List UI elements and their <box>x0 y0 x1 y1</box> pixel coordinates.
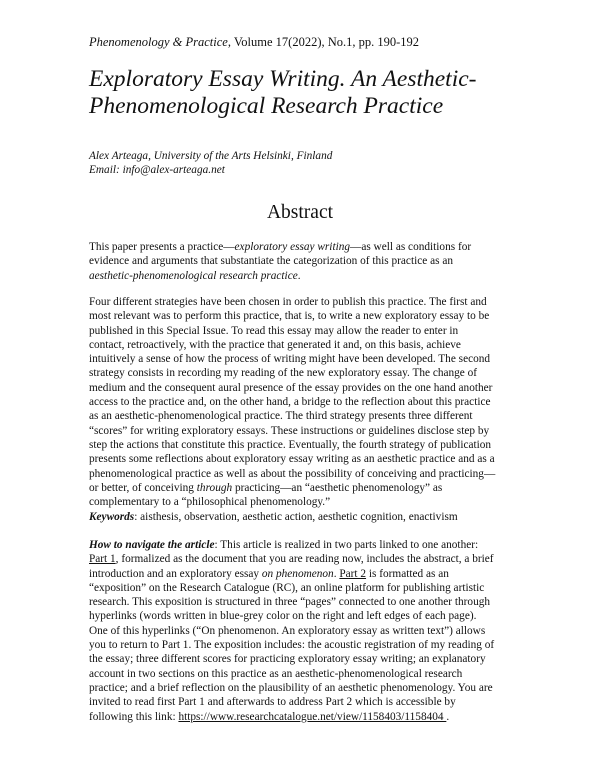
text-run: . <box>297 269 301 282</box>
text-run: —as well as conditions for <box>350 241 472 253</box>
text-line: presents some reflections about exploratory essay writing as an aesthetic practice and as a <box>89 453 495 466</box>
navigate-label: How to navigate the article <box>89 539 215 551</box>
journal-name: Phenomenology & Practice <box>89 35 228 49</box>
text-run: . <box>333 567 340 580</box>
abstract-paragraph-1 <box>89 240 521 283</box>
text-line: account in two sections on this practice as an aesthetic-phenomenological research <box>89 667 463 680</box>
text-run: This paper presents a practice— <box>89 241 235 253</box>
emphasis-text: on phenomenon <box>261 567 334 580</box>
text-line: step the actions that constitute this practice. Eventually, the fourth strategy of publication <box>89 438 492 451</box>
text-line: medium and the consequent aural presence of the essay provides on the one hand another <box>89 381 493 394</box>
journal-citation <box>89 35 419 50</box>
text-line: invited to read first Part 1 and afterwards to address Part 2 which is accessible by <box>89 696 456 709</box>
text-line: evidence and arguments that substantiate the categorization of this practice as an <box>89 255 453 268</box>
text-line: “exposition” on the Research Catalogue (RC), an online platform for publishing artistic <box>89 581 485 594</box>
text-line: most relevant was to perform this practice, that is, to write a new exploratory essay to be <box>89 310 490 323</box>
text-line: you to return to Part 1. The exposition includes: the acoustic registration of my reading of <box>89 639 495 652</box>
emphasis-text: exploratory essay writing <box>234 241 351 253</box>
text-line: published in this Special Issue. To read this essay may allow the reader to enter in <box>89 324 459 337</box>
text-line: contact, retroactively, with the practice that generated it and, on this basis, achieve <box>89 338 461 351</box>
text-line: “scores” for writing exploratory essays. These instructions or guidelines disclose step by <box>89 424 490 437</box>
research-catalogue-link[interactable]: https://www.researchcatalogue.net/view/1158403/1158404 <box>178 710 447 723</box>
text-line: the essay; three different scores for practicing exploratory essay writing; an explanatory <box>89 653 486 666</box>
text-run: , formalized as the document that you are reading now, includes the abstract, a brief <box>115 553 494 566</box>
text-run: : This article is realized in two parts linked to one another: <box>214 539 479 551</box>
keywords-list: : aisthesis, observation, aesthetic action, aesthetic cognition, enactivism <box>134 511 458 523</box>
author-block <box>89 150 332 177</box>
text-line: hyperlinks (words written in blue-grey color on the right and left edges of each page). <box>89 610 477 623</box>
journal-volume: , Volume 17(2022), No.1, pp. 190-192 <box>227 35 420 49</box>
emphasis-text: through <box>196 481 233 494</box>
part-2-link[interactable]: Part 2 <box>339 567 367 580</box>
author-affiliation: Alex Arteaga, University of the Arts Helsinki, Finland <box>89 150 333 162</box>
part-1-link[interactable]: Part 1 <box>89 553 116 566</box>
text-line <box>89 240 521 254</box>
text-run: . <box>446 710 450 723</box>
abstract-heading: Abstract <box>266 202 334 223</box>
text-run: introduction and an exploratory essay <box>89 567 262 580</box>
title-line-1: Exploratory Essay Writing. An Aesthetic- <box>89 66 477 92</box>
author-email: Email: info@alex-arteaga.net <box>89 163 225 176</box>
text-line: research. This exposition is structured in three “pages” connected to one another through <box>89 596 491 609</box>
text-line: phenomenological practice as well as about the possibility of conceiving and practicing— <box>89 467 496 480</box>
text-run: is formatted as an <box>366 567 449 580</box>
keywords <box>89 510 521 524</box>
emphasis-text: aesthetic-phenomenological research practice <box>89 269 298 282</box>
text-line: Four different strategies have been chosen in order to publish this practice. The first and <box>89 296 487 308</box>
text-run: practicing—an “aesthetic phenomenology” as <box>232 481 443 494</box>
text-run: following this link: <box>89 710 179 723</box>
text-line: One of this hyperlinks (“On phenomenon. An exploratory essay as written text”) allows <box>89 624 486 637</box>
text-line: strategy consists in recording my reading of the new exploratory essay. The change of <box>89 367 478 380</box>
paper-title <box>89 66 529 120</box>
text-run: or better, of conceiving <box>89 481 197 494</box>
text-line <box>89 481 521 495</box>
abstract-paragraph-2 <box>89 295 521 509</box>
title-line-2: Phenomenological Research Practice <box>89 93 444 119</box>
navigation-paragraph <box>89 538 521 724</box>
text-line: complementary to a “philosophical phenomenology.” <box>89 496 331 509</box>
keywords-label: Keywords <box>89 511 135 523</box>
text-line: practice; and a brief reflection on the plausibility of an aesthetic phenomenology. You are <box>89 681 493 694</box>
text-line <box>89 269 521 283</box>
text-line: intuitively a sense of how the process of writing might have been developed. The second <box>89 353 491 366</box>
text-line: access to the practice and, on the other hand, a bridge to the reflection about this practice <box>89 396 491 409</box>
text-line: as an aesthetic-phenomenological practice. The third strategy presents three different <box>89 410 473 423</box>
